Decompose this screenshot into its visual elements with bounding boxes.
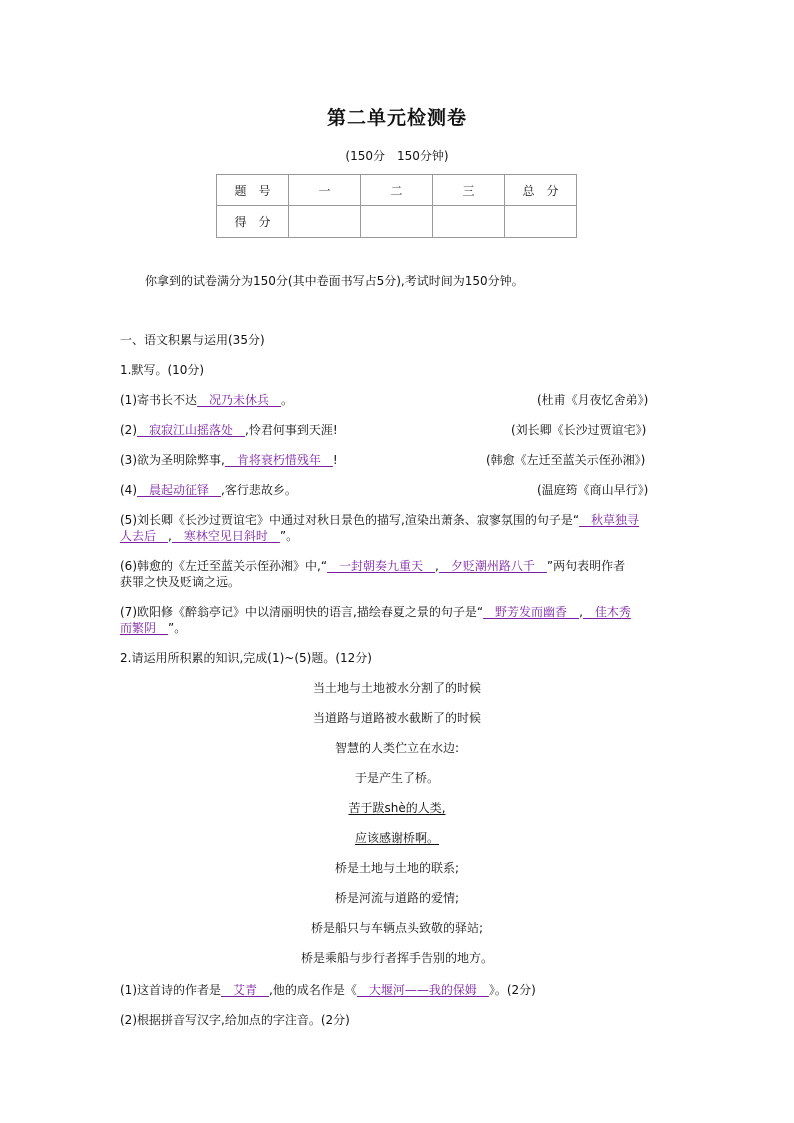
score-header-cell: 总 分 [505, 175, 577, 206]
q1-item-6-suffix: ”两句表明作者 [546, 559, 626, 573]
q1-item-5-prefix: (5)刘长卿《长沙过贾谊宅》中通过对秋日景色的描写,渲染出萧条、寂寥氛围的句子是“ [120, 513, 580, 527]
score-table-score-row [217, 206, 577, 238]
score-cell [289, 206, 361, 238]
answer-blank: 寒林空见日斜时 [171, 529, 280, 543]
answer-blank: 寂寂江山摇落处 [137, 423, 246, 437]
answer-blank: 况乃未休兵 [197, 393, 282, 407]
poem-line: 桥是土地与土地的联系; [334, 861, 460, 875]
answer-blank: 秋草独寻 [579, 513, 640, 527]
q1-item-7-prefix: (7)欧阳修《醉翁亭记》中以清丽明快的语言,描绘春夏之景的句子是“ [120, 605, 484, 619]
q1-item-3-suffix: ! [332, 453, 338, 467]
answer-blank: 夕贬潮州路八千 [438, 559, 547, 573]
page-title: 第二单元检测卷 [326, 107, 467, 129]
answer-blank: 人去后 [120, 529, 169, 543]
answer-blank: 艾青 [221, 983, 270, 997]
score-header-cell: 一 [289, 175, 361, 206]
separator: , [168, 529, 172, 543]
score-row-label: 得 分 [217, 206, 289, 238]
question-1-heading: 1.默写。(10分) [120, 363, 205, 377]
poem-line: 桥是船只与车辆点头致敬的驿站; [310, 921, 484, 935]
score-cell [505, 206, 577, 238]
answer-blank: 而繁阴 [120, 621, 169, 635]
q1-item-6 [120, 557, 625, 574]
q1-item-7 [120, 603, 631, 620]
intro-text: 你拿到的试卷满分为150分(其中卷面书写占5分),考试时间为150分钟。 [145, 274, 524, 288]
q1-item-5-suffix: ”。 [279, 529, 299, 543]
q1-item-1-suffix: 。 [281, 393, 294, 407]
poem-line: 于是产生了桥。 [354, 771, 439, 785]
q1-item-4-suffix: ,客行悲故乡。 [221, 483, 297, 497]
q1-item-1 [120, 391, 293, 408]
poem-line: 当土地与土地被水分割了的时候 [312, 681, 481, 695]
answer-blank: 一封朝奏九重天 [327, 559, 436, 573]
score-header-cell: 二 [361, 175, 433, 206]
answer-blank: 肯将衰朽惜残年 [224, 453, 333, 467]
poem-line: 桥是乘船与步行者挥手告别的地方。 [300, 951, 493, 965]
poem-line-underlined: 苦于跋shè的人类, [348, 801, 446, 815]
page-subtitle: (150分 150分钟) [345, 149, 449, 163]
source-citation: (韩愈《左迁至蓝关示侄孙湘》) [486, 453, 646, 467]
q1-item-3-prefix: (3)欲为圣明除弊事, [120, 453, 225, 467]
source-citation: (刘长卿《长沙过贾谊宅》) [511, 423, 647, 437]
q1-item-5 [120, 511, 639, 528]
q1-item-6-prefix: (6)韩愈的《左迁至蓝关示侄孙湘》中,“ [120, 559, 328, 573]
score-header-cell: 题 号 [217, 175, 289, 206]
q1-item-4-prefix: (4) [120, 483, 137, 497]
q1-item-1-prefix: (1)寄书长不达 [120, 393, 197, 407]
q1-item-4 [120, 481, 297, 498]
q1-item-5-line2 [120, 527, 298, 544]
answer-blank: 佳木秀 [582, 605, 631, 619]
poem-line: 当道路与道路被水截断了的时候 [312, 711, 481, 725]
score-header-cell: 三 [433, 175, 505, 206]
separator: , [579, 605, 583, 619]
poem-line: 智慧的人类伫立在水边: [334, 741, 460, 755]
source-citation: (杜甫《月夜忆舍弟》) [537, 393, 649, 407]
q1-item-7-line2 [120, 619, 186, 636]
score-cell [361, 206, 433, 238]
score-table-header-row [217, 175, 577, 206]
score-cell [433, 206, 505, 238]
score-table [216, 174, 577, 238]
source-citation: (温庭筠《商山早行》) [537, 483, 649, 497]
answer-blank: 晨起动征铎 [137, 483, 222, 497]
q2-sub-1-prefix: (1)这首诗的作者是 [120, 983, 221, 997]
q2-sub-1-suffix: 》。(2分) [488, 983, 536, 997]
poem-line: 桥是河流与道路的爱情; [334, 891, 460, 905]
q1-item-2 [120, 421, 338, 438]
separator: , [435, 559, 439, 573]
answer-blank: 大堰河——我的保姆 [356, 983, 489, 997]
q1-item-7-suffix: ”。 [168, 621, 187, 635]
q1-item-2-prefix: (2) [120, 423, 137, 437]
q1-item-2-suffix: ,怜君何事到天涯! [245, 423, 338, 437]
section-heading: 一、语文积累与运用(35分) [120, 333, 265, 347]
q2-sub-1 [120, 981, 536, 998]
q1-item-6-line2: 获罪之快及贬谪之远。 [120, 575, 241, 589]
q1-item-3 [120, 451, 338, 468]
question-2-heading: 2.请运用所积累的知识,完成(1)~(5)题。(12分) [120, 651, 372, 665]
q2-sub-1-middle: ,他的成名作是《 [269, 983, 357, 997]
q2-sub-2: (2)根据拼音写汉字,给加点的字注音。(2分) [120, 1013, 350, 1027]
poem-line-underlined: 应该感谢桥啊。 [354, 831, 439, 845]
answer-blank: 野芳发而幽香 [483, 605, 580, 619]
